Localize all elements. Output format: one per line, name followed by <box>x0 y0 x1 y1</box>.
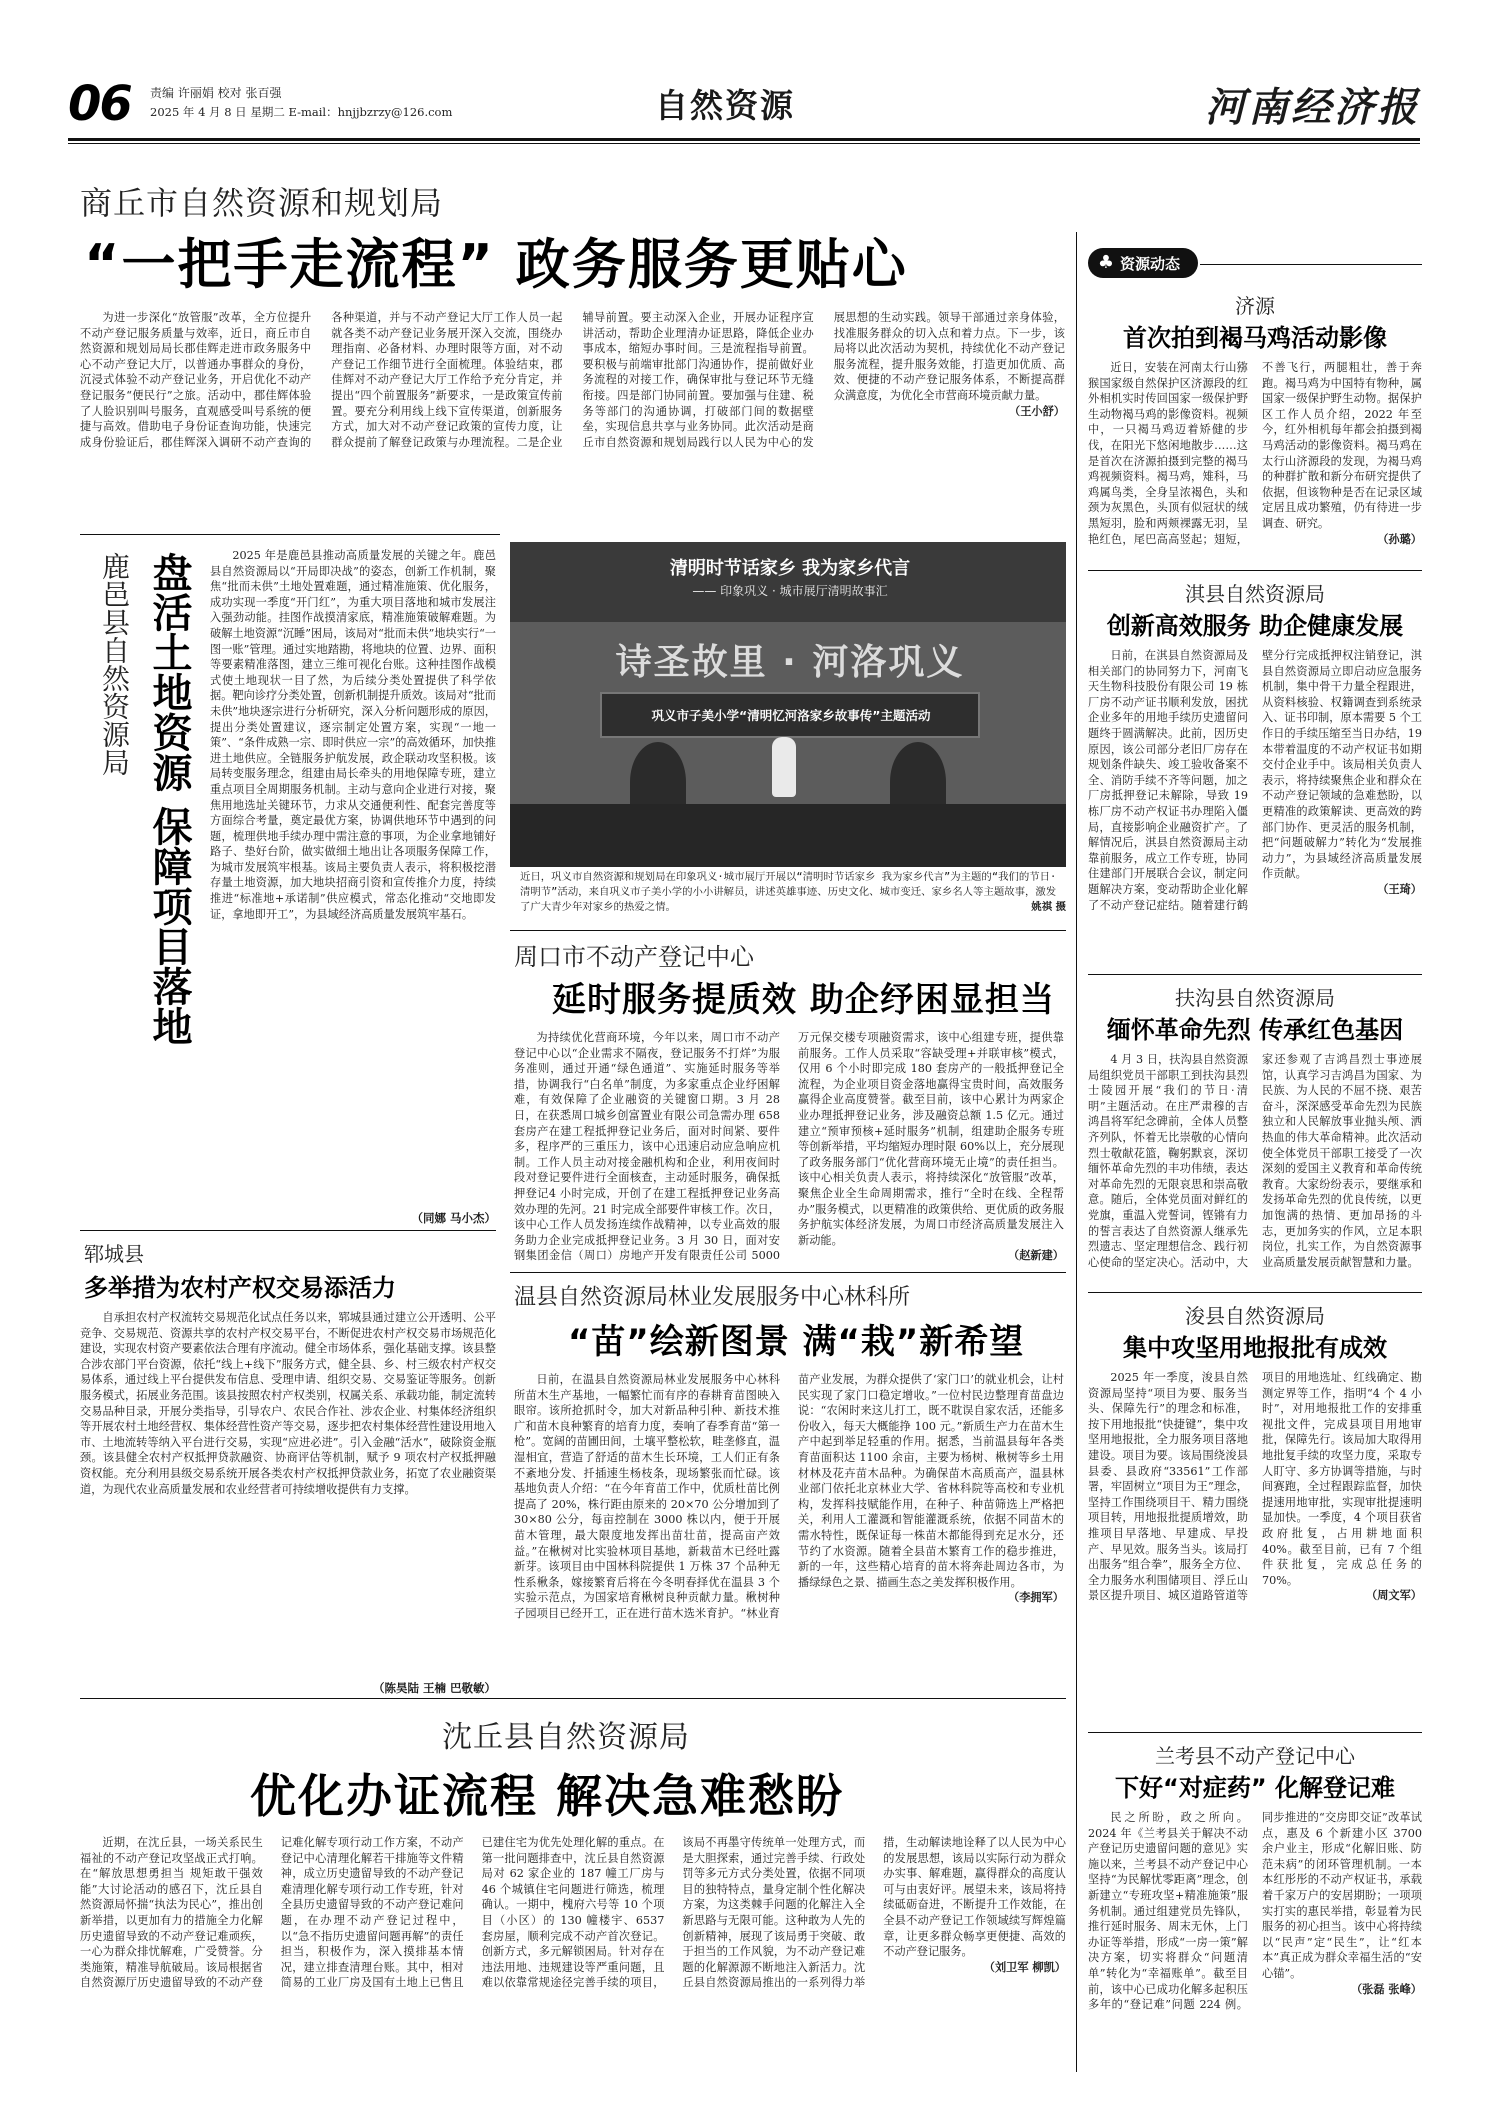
shenqiu-top-rule <box>80 1698 1066 1699</box>
sidebar-divider <box>1076 232 1077 2072</box>
qixian-credit: （王琦） <box>1377 882 1422 896</box>
yun-top-rule <box>80 1230 496 1231</box>
photo-speaker <box>772 737 796 797</box>
shenqiu-kicker: 沈丘县自然资源局 <box>442 1720 690 1755</box>
lead-headline: “一把手走流程” 政务服务更贴心 <box>84 233 908 296</box>
editor-line: 责编 许丽娟 校对 张百强 <box>150 86 282 100</box>
lead-kicker: 商丘市自然资源和规划局 <box>80 184 444 222</box>
luyi-body-top: 2025 年是鹿邑县推动高质量发展的关键之年。鹿邑县自然资源局以“开局即决战”的姿态，创新工作机制，聚焦“批而未供”土地处置难题，通过精准施策、优化服务，成功实现一季度“开门红”，为重大项目落地和城市发展注入强劲动能。挂图作战摸清家底，精准施策破解难题。为破解土地资源“沉睡”困局，该局对“批而未供”地块实行“一图一账”管理。通过实地踏勘，将地块的位置、边界、面积等要素精准落图，建立三维可视化台账。这种挂图作战模式使土地现状一目了然，为后续分类处置提供了科学依据。靶向诊疗分类处置，创新机制提升质效。该局对“批而未供”地块逐宗进行分析研究，深入分析问题形成的原因，提出分类处置建议，逐宗制定处置方案，实现“一地一策”、“条件成熟一宗、即时供应一宗”的高效循环，加快推进土地供应。全链服务护航发展，政企联动攻坚积极。该局转变服务理念，组建由局长牵头的用地保障专班，建立重点项目全周期服务机制。主动与意向企业进行对接，聚焦用地选址关键环节，力求从交通便利性、配套完善度等方面综合考量，奠定最优方案，协调供地环节中遇到的问题，梳理供地手续办理中需注意的事项，为企业拿地铺好路子、垫好台阶，做实做细土地出让各项服务保障工作，为城市发展筑牢根基。该局主要负责人表示，将积极挖潜存量土地资源，加大地块招商引资和宣传推介力度，持续推进“标准地+承诺制”供应模式，常态化推动“交地即发证，拿地即开工”，为县域经济高质量发展筑牢基石。 <box>210 549 496 921</box>
junxian-top-rule <box>1088 1292 1422 1293</box>
lankao-credit: （张磊 张峰） <box>1350 1982 1422 1996</box>
sidebar-label-rule <box>1200 264 1422 265</box>
qixian-body: 日前，在淇县自然资源局及相关部门的协同努力下，河南飞天生物科技股份有限公司 19 栋厂房不动产证书顺利发放，困扰企业多年的用地手续历史遗留问题终于圆满解决。此前，因历史原因，该公司部分老旧厂房存在规划条件缺失、竣工验收备案不全、消防手续不齐等问题，加之厂房抵押登记未解除，导致 19 栋厂房不动产权证书办理陷入僵局，直接影响企业融资扩产。了解情况后，淇县自然资源局主动靠前服务，成立工作专班，协同住建部门开展联合会议，制定问题解决方案，变动帮助企业化解了不动产登记症结。随着建行鹤壁分行完成抵押权注销登记，淇县自然资源局立即启动应急服务机制，集中骨干力量全程跟进，从资料核验、权籍调查到系统录入、证书印制，原本需要 5 个工作日的手续压缩至当日办结，19 本带着温度的不动产权证书如期交付企业手中。该局相关负责人表示，将持续聚焦企业和群众在不动产登记领域的急难愁盼，以更精准的政策解读、更高效的跨部门协作、更灵活的服务机制，把“问题破解力”转化为“发展推动力”，为县域经济高质量发展作贡献。 （王琦） <box>1088 649 1422 912</box>
masthead-rule-thin <box>68 143 1420 144</box>
wen-body: 日前，在温县自然资源局林业发展服务中心林科所苗木生产基地，一幅繁忙而有序的春耕育苗图映入眼帘。该所抢抓时令，加大对新品种引种、新技术推广和苗木良种繁育的培育力度，奏响了春季育苗“第一枪”。宽阔的苗圃田间，土壤平整松软，畦垄修直，温湿相宜，营造了舒适的苗木生长环境，工人们正有条不紊地分发、扦插速生杨枝条，现场繁张而忙碌。该基地负责人介绍：“在今年育苗工作中，优质杜苗比例提高了 20%，株行距由原来的 20×70 公分增加到了 30×80 公分，每亩控制在 3000 株以内，便于开展苗木管理，最大限度地发挥出苗壮苗，提高亩产效益。”在楸树对比实验林项目基地，新栽苗木已经吐露新芽。该项目由中国林科院提供 1 万株 37 个品种无性系楸条，嫁接繁育后将在今冬明春择优在温县 3 个实验示范点，为国家培育楸树良种贡献力量。楸树种子园项目已经开工，正在进行苗木选米育护。“林业育苗产业发展，为群众提供了‘家门口’的就业机会，让村民实现了家门口稳定增收。”一位村民边整理育苗盘边说：“农闲时来这儿打工，既不耽误自家农活，还能多份收入，每天大概能挣 100 元。”新质生产力在苗木生产中起到举足轻重的作用。据悉，当前温县每年各类育苗面积达 1100 余亩，主要为杨树、楸树等乡土用材林及花卉苗木品种。为确保苗木高质高产，温县林业部门依托北京林业大学、省林科院等高校和专业机构，发挥科技赋能作用，在种子、种苗筛选上严格把关，利用人工灌溉和智能灌溉系统，依据不同苗木的需水特性，既保证每一株苗木都能得到充足水分，还节约了水资源。随着全县苗木繁育工作的稳步推进，新的一年，这些精心培育的苗木将奔赴周边各市，为播绿绿色之景、描画生态之美发挥积极作用。 （李拥军） <box>514 1373 1064 1620</box>
lead-body: 为进一步深化“放管服”改革，全方位提升不动产登记服务质量与效率，近日，商丘市自然资源和规划局局长郡佳辉走进市政务服务中心不动产登记大厅，以普通办事群众的身份，沉浸式体验不动产登记业务，开启优化不动产登记服务“便民行”之旅。活动中，郡佳辉体验了人脸识别叫号服务，直观感受叫号系统的便捷与高效。借助电子身份证查询功能，快速完成身份验证后，郡佳辉深入调研不动产查询的各种渠道，并与不动产登记大厅工作人员一起就各类不动产登记业务展开深入交流，围绕办理指南、必备材料、办理时限等方面，对不动产登记工作细节进行全面梳理。体验结束，郡佳辉对不动产登记大厅工作给予充分肯定，并提出“四个前置服务”新要求，一是政策宣传前置。要充分利用线上线下宣传渠道，创新服务方式，加大对不动产登记政策的宣传力度，让群众提前了解登记政策与办理流程。二是企业辅导前置。要主动深入企业，开展办证程序宣讲活动，帮助企业理清办证思路，降低企业办事成本，缩短办事时间。三是流程指导前置。要积极与前端审批部门沟通协作，提前做好业务流程的对接工作，确保审批与登记环节无缝衔接。四是部门协同前置。要加强与住建、税务等部门的沟通协调，打破部门间的数据壁垒，实现信息共享与业务协同。此次活动是商丘市自然资源和规划局践行以人民为中心的发展思想的生动实践。领导干部通过亲身体验，找准服务群众的切入点和着力点。下一步，该局将以此次活动为契机，持续优化不动产登记服务流程，提升服务效能，打造更加优质、高效、便捷的不动产登记服务体系，不断提高群众满意度，为优化全市营商环境贡献力量。 （王小舒） <box>80 311 1065 449</box>
yun-headline: 多举措为农村产权交易添活力 <box>84 1274 396 1302</box>
wen-top-rule <box>510 1272 1066 1273</box>
luyi-kicker: 鹿邑县自然资源局 <box>98 552 131 776</box>
photo-wall-text: 诗圣故里 · 河洛巩义 <box>615 642 965 683</box>
fugou-body: 4 月 3 日，扶沟县自然资源局组织党员干部职工到扶沟县烈士陵园开展“我们的节日·清明”主题活动。在庄严肃穆的吉鸿昌将军纪念碑前，全体人员整齐列队，怀着无比崇敬的心情向烈士敬献花篮，鞠躬默哀，深切缅怀革命先烈的丰功伟绩，表达对革命先烈的无限哀思和崇高敬意。随后，全体党员面对鲜红的党旗，重温入党誓词，铿锵有力的誓言表达了自然资源人继承先烈遗志、坚定理想信念、践行初心使命的坚定决心。活动中，大家还参观了吉鸿昌烈士事迹展馆，认真学习吉鸿昌为国家、为民族、为人民的不屈不挠、艰苦奋斗，深深感受革命先烈为民族独立和人民解放事业抛头颅、洒热血的伟大革命精神。此次活动使全体党员干部职工接受了一次深刻的爱国主义教育和革命传统教育。大家纷纷表示，要继承和发扬革命先烈的优良传统，以更加饱满的热情、更加昂扬的斗志，更加务实的作风，立足本职岗位，扎实工作，为自然资源事业高质量发展贡献智慧和力量。 <box>1088 1053 1422 1269</box>
luyi-body-bottom <box>80 1000 496 1210</box>
shenqiu-headline: 优化办证流程 解决急难愁盼 <box>250 1769 845 1823</box>
photo-banner-sub: —— 印象巩义 · 城市展厅清明故事汇 <box>692 584 888 598</box>
shenqiu-credit: （刘卫军 柳凯） <box>983 1960 1066 1974</box>
junxian-body: 2025 年一季度，浚县自然资源局坚持“项目为要、服务当头、保障先行”的理念和标准，按下用地报批“快捷键”，集中攻坚用地报批，全力服务项目落地建设。项目为要。该局围绕浚县县委、县政府“33561”工作部署，牢固树立“项目为王”理念，坚持工作围绕项目干、精力围绕项目转，用地报批提质增效，助推项目早落地、早建成、早投产、早见效。服务当头。该局打出服务“组合拳”，服务全方位、全力服务水利围储项目、浮丘山景区提升项目、城区道路管道等项目的用地选址、红线确定、勘测定界等工作，指明“4 个 4 小时”，对用地报批工作的安排重视批文件，完成县项目用地审批，保障先行。该局加大取得用地批复手续的攻坚力度，采取专人盯守、多方协调等措施，与时间赛跑，全过程跟踪监督，加快提速用地审批，实现审批提速明显加快。一季度，4 个项目获省政府批复，占用耕地面积 40%。截至目前，已有 7 个组件获批复，完成总任务的 70%。 （周文军） <box>1088 1371 1422 1603</box>
fugou-headline: 缅怀革命先烈 传承红色基因 <box>1106 1016 1404 1044</box>
lead-credit: （王小舒） <box>1009 404 1065 418</box>
tree-icon: ♣ <box>1097 252 1115 273</box>
jiyuan-credit: （孙璐） <box>1377 532 1422 546</box>
junxian-credit: （周文军） <box>1366 1589 1422 1603</box>
qixian-top-rule <box>1088 570 1422 571</box>
yun-kicker: 郓城县 <box>84 1242 144 1266</box>
wen-credit: （李拥军） <box>1008 1591 1064 1605</box>
lankao-kicker: 兰考县不动产登记中心 <box>1155 1744 1355 1768</box>
photo-credit: 姚祺 摄 <box>1031 900 1066 913</box>
junxian-kicker: 浚县自然资源局 <box>1185 1304 1325 1328</box>
yun-body: 自承担农村产权流转交易规范化试点任务以来，郓城县通过建立公开透明、公平竞争、交易规范、资源共享的农村产权交易平台，不断促进农村产权交易市场规范化建设，实现农村资产要素依法合理有序流动。健全市场体系，强化基础支撑。该县整合涉农部门平台资源，依托“线上+线下”服务方式，健全县、乡、村三级农村产权交易体系，通过线上平台提供发布信息、受理申请、组织交易、交易鉴证等服务。创新服务模式，拓展业务范围。该县按照农村产权类别，权属关系、承载功能，制定流转交易品种目录，开展分类指导，引导农户、农民合作社、涉农企业、村集体经济组织等开展农村土地经营权、集体经营性资产等交易，逐步把农村集体经营性建设用地入市、土地流转等纳入平台进行交易，实现“应进必进”。引入金融“活水”，破除资金瓶颈。该县健全农村产权抵押贷款融资、协商评估等机制，赋予 9 项农村产权抵押融资权能。充分利用县级交易系统开展各类农村产权抵押贷款业务，拓宽了农业融资渠道，为现代农业高质量发展和农业经营者可持续增收提供有力支撑。 <box>80 1311 496 1496</box>
wen-kicker: 温县自然资源局林业发展服务中心林科所 <box>514 1285 911 1310</box>
sidebar-label: 资源动态 <box>1120 255 1181 273</box>
section-title: 自然资源 <box>655 86 795 125</box>
wen-headline: “苗”绘新图景 满“栽”新希望 <box>568 1322 1025 1362</box>
qixian-kicker: 淇县自然资源局 <box>1185 582 1325 606</box>
event-photo <box>510 542 1066 867</box>
junxian-headline: 集中攻坚用地报批有成效 <box>1123 1334 1387 1362</box>
zhoukou-headline: 延时服务提质效 助企纾困显担当 <box>552 980 1055 1020</box>
shenqiu-body: 近期，在沈丘县，一场关系民生福祉的不动产登记攻坚战正式打响。在“解放思想勇担当 规矩敢干强效能”大讨论活动的感召下，沈丘县自然资源局怀揣“执法为民心”，推出创新举措，以更加有力的措施全力化解历史遗留导致的不动产登记难顽疾，一心为群众排忧解难，广受赞誉。分类施策，精准导航破局。该局根据省自然资源厅历史遗留导致的不动产登记难化解专项行动工作方案，不动产登记中心清理化解若干排施等文件精神，成立历史遗留导致的不动产登记难清理化解专项行动工作专班，针对全县历史遗留导致的不动产登记难问题，在办理不动产登记过程中，以“急不指历史遗留问题再解”的责任担当，积极作为，深入摸排基本情况，建立排查清理台账。其中，相对简易的工业厂房及国有土地上已售且已建住宅为优先处理化解的重点。在第一批问题排查中，沈丘县自然资源局对 62 家企业的 187 幢工厂房与 46 个城镇住宅问题进行筛选，梳理确认。一期中，槐府六号等 10 个项目（小区）的 130 幢楼宇、6537 套房屋，顺利完成不动产首次登记。创新方式，多元解锁困局。针对存在违法用地、违规建设等严重问题，且难以依靠常规途径完善手续的项目，该局不再墨守传统单一处理方式，而是大胆探索，通过完善手续、行政处罚等多元方式分类处置，依据不同项目的独特特点，量身定制个性化解决方案，为这类棘手问题的化解注入全新思路与无限可能。这种敢为人先的创新精神，展现了该局勇于突破、敢于担当的工作风貌，为不动产登记难题的化解源源不断地注入新活力。沈丘县自然资源局推出的一系列得力举措，生动解读地诠释了以人民为中心的发展思想，该局以实际行动为群众办实事、解难题，赢得群众的高度认可与由衷好评。展望未来，该局将持续砥砺奋进，不断提升工作效能，在全县不动产登记工作领域续写辉煌篇章，让更多群众畅享更便捷、高效的不动产登记服务。 （刘卫军 柳凯） <box>80 1836 1066 1990</box>
yun-credit: （陈昊陆 王楠 巴敬敏） <box>372 1681 496 1695</box>
page-number: 06 <box>68 76 131 132</box>
zhoukou-top-rule <box>510 930 1066 931</box>
fugou-top-rule <box>1088 974 1422 975</box>
lankao-body: 民之所盼，政之所向。2024 年《兰考县关于解决不动产登记历史遗留问题的意见》实施以来，兰考县不动产登记中心坚持“为民解忧零距离”理念，创新建立“专班攻坚+精准施策”服务机制。通过组建党员先锋队，推行延时服务、周末无休，上门办证等举措，形成“一房一策”解决方案，切实将群众“问题清单”转化为“幸福账单”。截至目前，该中心已成功化解多起积压多年的“登记难”问题 224 例。同步推进的“交房即交证”改革试点，惠及 6 个新建小区 3700 余户业主，形成“化解旧账、防范未病”的闭环管理机制。一本本红彤彤的不动产权证书，承载着千家万户的安居期盼；一项项实打实的惠民举措，彰显着为民服务的初心担当。该中心将持续以“民声”定“民生”，让“红本本”真正成为群众幸福生活的“安心锚”。 （张磊 张峰） <box>1088 1811 1422 2012</box>
zhoukou-body: 为持续优化营商环境，今年以来，周口市不动产登记中心以“企业需求不隔夜，登记服务不打烊”为服务准则，通过开通“绿色通道”、实施延时服务等举措，协调我行“白名单”制度，为多家重点企业纾困解难，有效保障了企业融资的关键窗口期。3 月 28 日，在获悉周口城乡创富置业有限公司急需办理 658 套房产在建工程抵押登记业务后，面对时间紧、要件多，程序严的三重压力，该中心迅速启动应急响应机制。工作人员主动对接金融机构和企业，利用夜间时段对登记要件进行全面核查，主动延时服务，确保抵押登记4 小时完成，开创了在建工程抵押登记业务高效办理的先河。21 时完成全部要件审核工作。次日，该中心工作人员发扬连续作战精神，以专业高效的服务助力企业完成抵押登记业务。3 月 30 日，面对安钢集团金信（周口）房地产开发有限责任公司 5000 万元保交楼专项融资需求，该中心组建专班，提供靠前服务。工作人员采取“容缺受理+并联审核”模式，仅用 6 个小时即完成 180 套房产的一般抵押登记全流程，为企业项目资金落地赢得宝贵时间，高效服务赢得企业高度赞誉。截至目前，该中心累计为两家企业办理抵押登记业务，涉及融资总额 1.5 亿元。通过建立“预审预核+延时服务”机制，组建助企服务专班等创新举措，平均缩短办理时限 60%以上，充分展现了政务服务部门“优化营商环境无止境”的责任担当。该中心相关负责人表示，将持续深化“放管服”改革，聚焦企业全生命周期需求，推行“全时在线、全程帮办”服务模式，以更精准的政策供给、更优质的政务服务护航实体经济发展，为周口市经济高质量发展注入新动能。 （赵新建） <box>514 1031 1064 1263</box>
fugou-kicker: 扶沟县自然资源局 <box>1175 986 1335 1010</box>
jiyuan-headline: 首次拍到褐马鸡活动影像 <box>1123 324 1387 352</box>
photo-caption: 近日，巩义市自然资源和规划局在印象巩义·城市展厅开展以“清明时节话家乡 我为家乡代言”为主题的“我们的节日·清明节”活动，来自巩义市子美小学的小小讲解员，讲述英雄事迹、历史文化、城市变迁、家乡名人等主题故事，激发了广大青少年对家乡的热爱之情。 姚祺 摄 <box>520 871 1066 913</box>
photo-screen-text: 巩义市子美小学“清明忆河洛家乡故事传”主题活动 <box>651 708 931 723</box>
qixian-headline: 创新高效服务 助企健康发展 <box>1106 612 1404 640</box>
zhoukou-kicker: 周口市不动产登记中心 <box>514 943 754 971</box>
jiyuan-body: 近日，安装在河南太行山猕猴国家级自然保护区济源段的红外相机实时传回国家一级保护野生动物褐马鸡的影像资料。视频中，一只褐马鸡迈着矫健的步伐，在阳光下悠闲地散步……这是首次在济源拍摄到完整的褐马鸡视频资料。褐马鸡，雉科，马鸡属鸟类，全身呈浓褐色，头和颈为灰黑色，头顶有似冠状的绒黑短羽，脸和两颊裸露无羽，呈艳红色，尾巴高高竖起；翅短，不善飞行，两腿粗壮，善于奔跑。褐马鸡为中国特有物种，属国家一级保护野生动物。据保护区工作人员介绍，2022 年至今，红外相机每年都会拍摄到褐马鸡活动的影像资料。褐马鸡在太行山济源段的发现，为褐马鸡的种群扩散和新分布研究提供了依据，但该物种是否在记录区域定居且成功繁殖，仍有待进一步调查、研究。 （孙璐） <box>1088 361 1422 546</box>
lankao-headline: 下好“对症药” 化解登记难 <box>1115 1774 1395 1802</box>
paper-name-logo: 河南经济报 <box>1205 84 1420 131</box>
jiyuan-kicker: 济源 <box>1235 294 1275 318</box>
zhoukou-credit: （赵新建） <box>1008 1249 1064 1263</box>
luyi-credit: （同娜 马小杰） <box>411 1211 496 1225</box>
luyi-headline: 盘活土地资源 保障项目落地 <box>146 552 192 1046</box>
luyi-top-rule <box>80 534 500 535</box>
photo-banner-title: 清明时节话家乡 我为家乡代言 <box>669 558 911 579</box>
date-line: 2025 年 4 月 8 日 星期二 E-mail：hnjjbzrzy@126.com <box>150 105 453 119</box>
photo-audience <box>510 804 1066 867</box>
masthead-rule <box>68 138 1420 141</box>
lankao-top-rule <box>1088 1732 1422 1733</box>
